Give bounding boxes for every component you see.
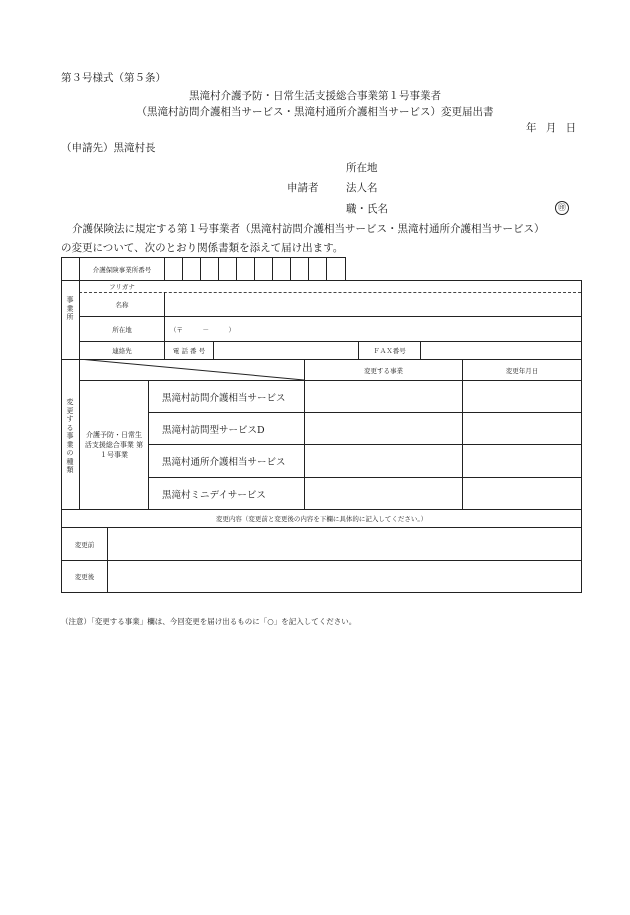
- col-change-business: 変更する事業: [364, 366, 403, 375]
- furigana-label: フリガナ: [109, 283, 135, 291]
- body-line2: の変更について、次のとおり関係書類を添えて届け出ます。: [61, 242, 344, 254]
- name-input[interactable]: [165, 293, 580, 316]
- addressee: （申請先）黒滝村長: [61, 142, 156, 154]
- office-number-label: 介護保険事業所番号: [92, 265, 152, 274]
- date-line: 年 月 日: [526, 122, 577, 134]
- furigana-input[interactable]: [165, 281, 580, 292]
- change-content-header: 変更内容（変更前と変更後の内容を下欄に具体的に記入してください。）: [215, 515, 428, 523]
- general-project-label: 介護予防・日常生活支援総合事業 第１号事業: [84, 431, 144, 459]
- change-date-cell-4[interactable]: [463, 478, 581, 509]
- after-label: 変更後: [74, 573, 95, 581]
- service-row-4: 黒滝村ミニデイサービス: [162, 489, 266, 501]
- col-change-date: 変更年月日: [505, 366, 539, 375]
- contact-label: 連絡先: [112, 347, 132, 355]
- body-line1: 介護保険法に規定する第１号事業者（黒滝村訪問介護相当サービス・黒滝村通所介護相当サービス）: [72, 223, 545, 235]
- postal-code-field[interactable]: （〒 － ）: [170, 325, 235, 334]
- change-type-group-label: 変更する事業の種類: [66, 398, 74, 474]
- change-business-cell-3[interactable]: [305, 445, 462, 477]
- title-name-label: 職・氏名: [346, 203, 388, 215]
- before-label: 変更前: [74, 540, 95, 549]
- before-content-input[interactable]: [108, 528, 581, 560]
- change-business-cell-2[interactable]: [305, 413, 462, 444]
- phone-label: 電 話 番 号: [172, 347, 206, 355]
- location-label: 所在地: [112, 325, 132, 334]
- change-business-cell-4[interactable]: [305, 478, 462, 509]
- change-date-cell-1[interactable]: [463, 381, 581, 412]
- service-row-1: 黒滝村訪問介護相当サービス: [162, 392, 286, 404]
- name-label: 名称: [115, 301, 129, 309]
- service-row-2: 黒滝村訪問型サービスD: [162, 424, 265, 436]
- change-date-cell-3[interactable]: [463, 445, 581, 477]
- diagonal-line: [79, 359, 304, 381]
- office-group-label: 事業所: [66, 296, 74, 321]
- applicant-label: 申請者: [287, 182, 319, 194]
- after-content-input[interactable]: [108, 561, 581, 592]
- fax-label: ＦＡＸ番号: [373, 347, 406, 355]
- address-label: 所在地: [346, 162, 378, 174]
- form-title-line2: （黒滝村訪問介護相当サービス・黒滝村通所介護相当サービス）変更届出書: [136, 106, 494, 118]
- seal-mark: ㊞: [555, 201, 569, 215]
- change-date-cell-2[interactable]: [463, 413, 581, 444]
- form-number: 第３号様式（第５条）: [61, 72, 166, 84]
- corp-name-label: 法人名: [346, 182, 378, 194]
- change-business-cell-1[interactable]: [305, 381, 462, 412]
- phone-input[interactable]: [214, 342, 358, 359]
- note: （注意）「変更する事業」欄は、今回変更を届け出るものに「○」を記入してください。: [61, 617, 357, 626]
- form-title-line1: 黒滝村介護予防・日常生活支援総合事業第１号事業者: [189, 90, 441, 102]
- fax-input[interactable]: [421, 342, 581, 359]
- service-row-3: 黒滝村通所介護相当サービス: [162, 457, 286, 468]
